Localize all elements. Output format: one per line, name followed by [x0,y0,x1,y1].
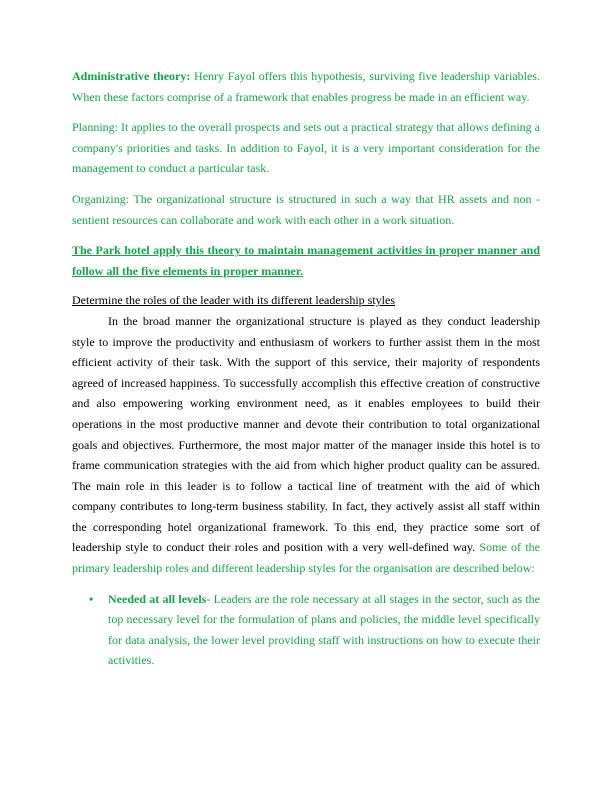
administrative-theory-label: Administrative theory: [72,69,191,83]
list-item [72,589,540,671]
leadership-body-text: In the broad manner the organizational structure is played as they conduct leadership style to improve the productivity and enthusiasm of workers to further assist them in the most efficient activity of their task. With the support of this service, their majority of respondents agreed of increased happiness. To successfully accomplish this effective creation of constructive and also empowering working environment need, as it enables employees to build their operations in the most productive manner and devote their contribution to total organizational goals and objectives. Furthermore, the most major matter of the manager inside this hotel is to frame communication strategies with the aid from which higher product quality can be assured. The main role in this leader is to follow a tactical line of treatment with the aid of which company contributes to long-term business stability. In fact, they actively assist all staff within the corresponding hotel organizational framework. To this end, they practice some sort of leadership style to conduct their roles and position with a very well-defined way. [72,313,540,555]
organizing-paragraph: Organizing: The organizational structure is structured in such a way that HR assets and non - sentient resources can collaborate and work with each other in a work situation. [72,191,540,227]
administrative-theory-text: Henry Fayol offers this hypothesis, surviving five leadership variables. When these factors comprise of a framework that enables progress be made in an efficient way. [72,69,540,104]
administrative-theory-paragraph [72,66,540,107]
bullet-text: - Leaders are the role necessary at all stages in the sector, such as the top necessary level for the formulation of plans and policies, the middle level specifically for data analysis, the lower level providing staff with instructions on how to execute their activities. [108,591,541,668]
document-page [72,66,540,671]
planning-paragraph: Planning: It applies to the overall prospects and sets out a practical strategy that allows defining a company's priorities and tasks. In addition to Fayol, it is a very important consideration for the management to conduct a particular task. [72,120,540,176]
bullet-label: Needed at all levels [108,591,207,606]
bullet-list [72,589,540,671]
park-hotel-paragraph: The Park hotel apply this theory to maintain management activities in proper manner and follow all the five elements in proper manner. [72,243,540,278]
leadership-body-intro: Some of the primary leadership roles and different leadership styles for the organisation are described below: [72,540,540,576]
section-heading: Determine the roles of the leader with its different leadership styles [72,293,396,308]
bullet-icon: • [89,591,94,606]
leadership-body-paragraph [72,311,540,579]
